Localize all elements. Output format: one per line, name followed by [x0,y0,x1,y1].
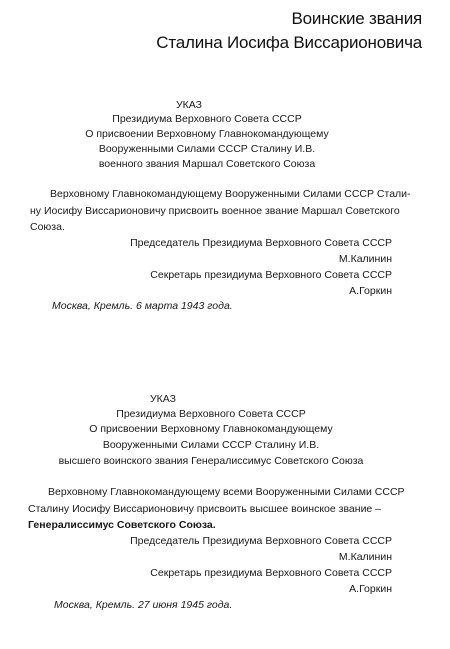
header-line-2: Сталина Иосифа Виссарионовича [156,33,422,52]
decree2-signature-secretary-title: Секретарь президиума Верховного Совета СССР [150,567,392,579]
decree2-line-4: высшего воинского звания Генералиссимус Советского Союза [58,455,364,467]
decree2-signature-chair-name: М.Калинин [338,551,392,563]
decree2-signature-chair-title: Председатель Президиума Верховного Совета СССР [130,535,392,547]
decree1-line-2: О присвоении Верховному Главнокомандующему [85,128,329,140]
decree1-body-line-2: ну Иосифу Виссарионовичу присвоить военное звание Маршал Советского [30,205,400,217]
decree2-body-line-2: Сталину Иосифу Виссарионовичу присвоить высшее воинское звание – [28,503,382,515]
decree1-signature-secretary-name: А.Горкин [349,285,392,297]
decree1-signature-secretary-title: Секретарь президиума Верховного Совета СССР [150,269,392,281]
decree1-body-line-3: Союза. [30,221,65,233]
decree2-line-2: О присвоении Верховному Главнокомандующему [89,423,333,435]
decree2-title: УКАЗ [149,393,176,405]
decree1-signature-chair-title: Председатель Президиума Верховного Совета СССР [130,237,392,249]
decree2-signature-secretary-name: А.Горкин [349,583,392,595]
decree2-line-1: Президиума Верховного Совета СССР [116,408,306,420]
decree2-date: Москва, Кремль. 27 июня 1945 года. [54,599,233,611]
header-line-1: Воинские звания [291,9,422,28]
decree2-line-3: Вооруженными Силами СССР Сталину И.В. [102,439,320,451]
decree1-line-1: Президиума Верховного Совета СССР [112,113,302,125]
decree2-body-line-1: Верховному Главнокомандующему всеми Вооруженными Силами СССР [48,486,405,498]
decree1-body-line-1: Верховному Главнокомандующему Вооруженными Силами СССР Стали- [50,188,411,200]
decree2-body-bold: Генералиссимус Советского Союза. [28,519,216,531]
decree1-signature-chair-name: М.Калинин [338,253,392,265]
decree1-line-4: военного звания Маршал Советского Союза [98,158,316,170]
decree1-title: УКАЗ [175,99,202,111]
decree1-date: Москва, Кремль. 6 марта 1943 года. [52,300,233,312]
decree1-line-3: Вооруженными Силами СССР Сталину И.В. [98,143,316,155]
